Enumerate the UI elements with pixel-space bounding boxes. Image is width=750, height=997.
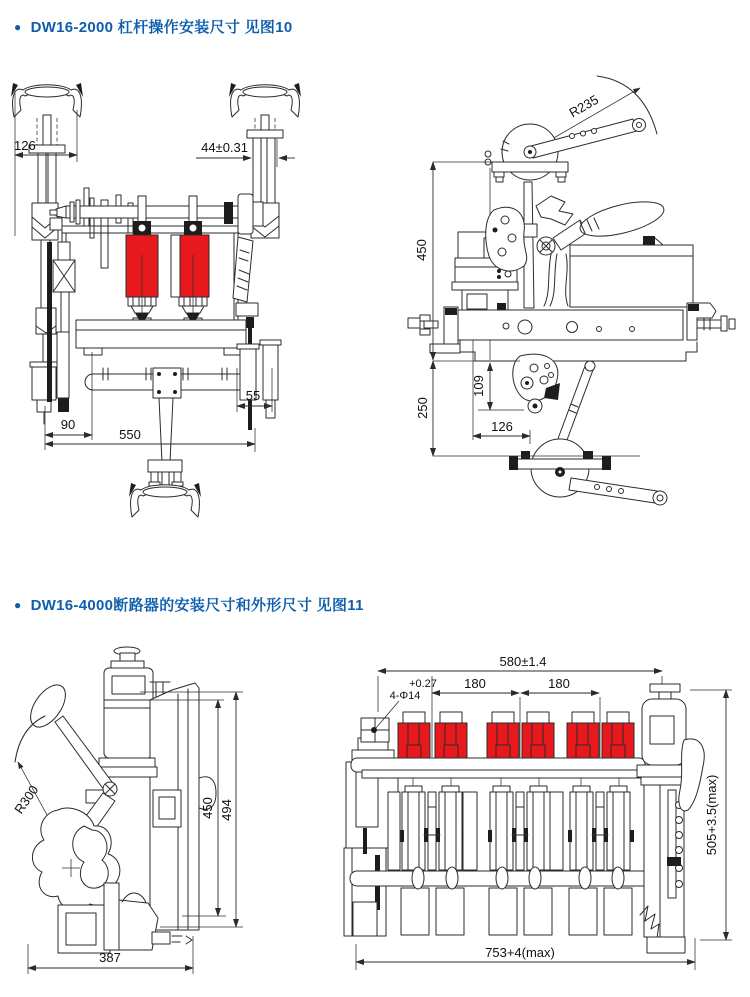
dim-label-250: 250 (415, 397, 430, 419)
figure-11-drawing (0, 630, 750, 997)
dim-label-180-a: 180 (464, 676, 486, 691)
pole-group (568, 778, 634, 935)
fig10-side-view (408, 76, 735, 505)
fig10-front-view (11, 83, 301, 517)
dim-label-r300: R300 (11, 782, 42, 817)
pole-group (488, 778, 554, 935)
fig11-side-view (11, 647, 243, 974)
section-title: DW16-4000断路器的安装尺寸和外形尺寸 见图11 (30, 597, 364, 614)
dim-label-90: 90 (60, 417, 76, 432)
dim-label-387: 387 (99, 950, 121, 965)
dim-label-180-b: 180 (548, 676, 570, 691)
section-header-dw16-2000 (14, 16, 293, 37)
bullet-icon: ● (14, 597, 22, 612)
dim-label-55: 55 (245, 388, 261, 403)
dim-label-109: 109 (471, 375, 486, 397)
dim-label-r235: R235 (566, 91, 601, 121)
dim-label-550: 550 (119, 427, 141, 442)
fig11-front-view (344, 654, 732, 970)
dim-label-494: 494 (219, 799, 234, 821)
dim-label-126-front: 126 (14, 138, 36, 153)
dim-label-580: 580±1.4 (499, 654, 547, 669)
section-header-dw16-4000 (14, 594, 364, 615)
dim-label-753: 753+4(max) (485, 945, 555, 960)
section-title: DW16-2000 杠杆操作安装尺寸 见图10 (30, 19, 293, 36)
bullet-icon: ● (14, 19, 22, 34)
dim-label-44: 44±0.31 (201, 140, 248, 155)
dim-label-450-side: 450 (414, 239, 429, 261)
dim-label-505: 505+3.5(max) (704, 774, 719, 856)
figure-10-drawing (0, 60, 750, 520)
dim-label-holes: 4-Φ14 (389, 690, 421, 702)
pole-group (400, 778, 466, 935)
dim-label-tolerance: +0.27 (409, 678, 437, 690)
contact-blocks (398, 712, 634, 759)
dim-label-126-side: 126 (491, 419, 513, 434)
dim-label-450: 450 (200, 797, 215, 819)
